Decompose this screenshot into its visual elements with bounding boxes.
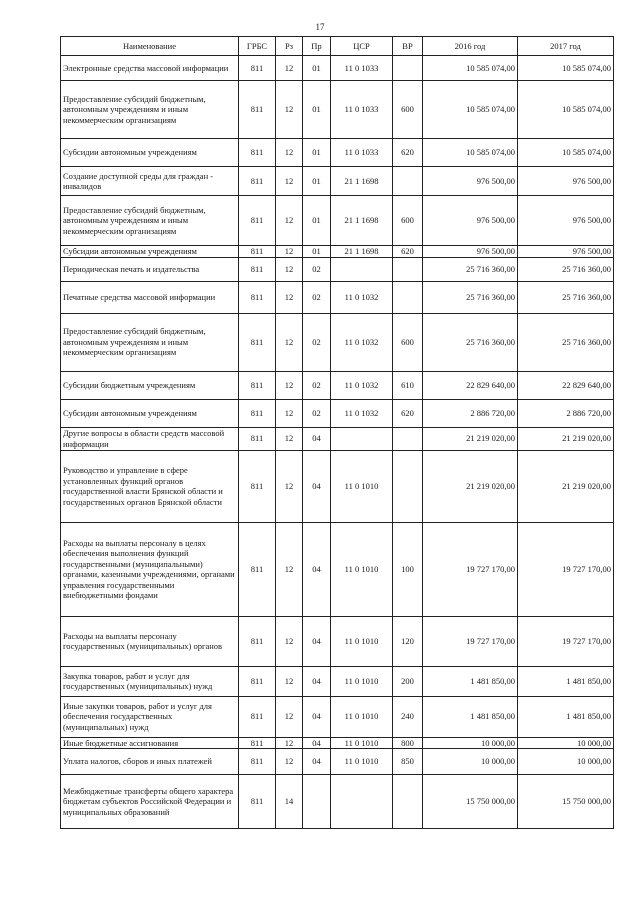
row-2016-cell: 25 716 360,00	[423, 313, 518, 371]
row-2017-cell: 21 219 020,00	[518, 450, 614, 522]
row-rz-cell: 12	[276, 81, 303, 139]
row-2017-cell: 1 481 850,00	[518, 696, 614, 737]
budget-table	[60, 36, 614, 829]
row-2017-cell: 976 500,00	[518, 196, 614, 246]
row-name-cell: Предоставление субсидий бюджетным, автономным учреждениям и иным некоммерческим организациям	[61, 196, 239, 246]
row-csr-cell: 11 0 1032	[331, 313, 393, 371]
row-2017-cell: 976 500,00	[518, 167, 614, 196]
table-row	[61, 139, 614, 167]
row-2016-cell: 976 500,00	[423, 196, 518, 246]
table-row	[61, 696, 614, 737]
row-2016-cell: 1 481 850,00	[423, 666, 518, 696]
row-csr-cell: 11 0 1033	[331, 56, 393, 81]
row-vr-cell: 610	[393, 371, 423, 399]
row-csr-cell	[331, 775, 393, 829]
row-2016-cell: 15 750 000,00	[423, 775, 518, 829]
row-vr-cell	[393, 56, 423, 81]
table-row	[61, 313, 614, 371]
row-name-cell: Субсидии бюджетным учреждениям	[61, 371, 239, 399]
table-row	[61, 522, 614, 616]
table-row	[61, 56, 614, 81]
row-name-cell: Иные бюджетные ассигнования	[61, 737, 239, 749]
row-csr-cell	[331, 257, 393, 281]
row-grbs-cell: 811	[239, 737, 276, 749]
row-name-cell: Расходы на выплаты персоналу в целях обеспечения выполнения функций государственными (муниципальными) органами, казенными учреждениями, органами управления государственными внебюджетными фондами	[61, 522, 239, 616]
row-2016-cell: 2 886 720,00	[423, 399, 518, 427]
row-rz-cell: 12	[276, 56, 303, 81]
header-2016: 2016 год	[423, 37, 518, 56]
row-grbs-cell: 811	[239, 81, 276, 139]
row-grbs-cell: 811	[239, 450, 276, 522]
table-header-row	[61, 37, 614, 56]
row-rz-cell: 12	[276, 749, 303, 775]
row-2017-cell: 19 727 170,00	[518, 522, 614, 616]
row-2017-cell: 10 000,00	[518, 749, 614, 775]
row-csr-cell: 11 0 1010	[331, 749, 393, 775]
row-pr-cell: 02	[303, 257, 331, 281]
row-csr-cell: 21 1 1698	[331, 167, 393, 196]
table-row	[61, 427, 614, 450]
row-2016-cell: 10 000,00	[423, 749, 518, 775]
row-rz-cell: 12	[276, 257, 303, 281]
row-name-cell: Уплата налогов, сборов и иных платежей	[61, 749, 239, 775]
row-rz-cell: 12	[276, 139, 303, 167]
header-pr: Пр	[303, 37, 331, 56]
row-2016-cell: 10 585 074,00	[423, 81, 518, 139]
row-name-cell: Предоставление субсидий бюджетным, автономным учреждениям и иным некоммерческим организациям	[61, 313, 239, 371]
row-vr-cell: 620	[393, 399, 423, 427]
row-2016-cell: 22 829 640,00	[423, 371, 518, 399]
row-vr-cell	[393, 167, 423, 196]
row-rz-cell: 12	[276, 696, 303, 737]
row-vr-cell: 600	[393, 81, 423, 139]
row-2016-cell: 10 585 074,00	[423, 139, 518, 167]
row-vr-cell: 600	[393, 196, 423, 246]
row-csr-cell: 21 1 1698	[331, 196, 393, 246]
row-pr-cell: 01	[303, 139, 331, 167]
row-pr-cell: 04	[303, 749, 331, 775]
row-name-cell: Иные закупки товаров, работ и услуг для обеспечения государственных (муниципальных) нужд	[61, 696, 239, 737]
row-csr-cell: 11 0 1010	[331, 666, 393, 696]
row-grbs-cell: 811	[239, 196, 276, 246]
row-vr-cell: 850	[393, 749, 423, 775]
header-vr: ВР	[393, 37, 423, 56]
row-csr-cell: 21 1 1698	[331, 246, 393, 258]
row-name-cell: Периодическая печать и издательства	[61, 257, 239, 281]
table-row	[61, 666, 614, 696]
row-2017-cell: 19 727 170,00	[518, 616, 614, 666]
row-rz-cell: 12	[276, 313, 303, 371]
row-name-cell: Субсидии автономным учреждениям	[61, 139, 239, 167]
row-name-cell: Электронные средства массовой информации	[61, 56, 239, 81]
row-grbs-cell: 811	[239, 56, 276, 81]
row-grbs-cell: 811	[239, 749, 276, 775]
row-2017-cell: 10 000,00	[518, 737, 614, 749]
row-rz-cell: 12	[276, 666, 303, 696]
row-pr-cell: 02	[303, 399, 331, 427]
row-pr-cell: 01	[303, 196, 331, 246]
row-grbs-cell: 811	[239, 313, 276, 371]
row-pr-cell: 04	[303, 616, 331, 666]
row-2017-cell: 25 716 360,00	[518, 313, 614, 371]
row-vr-cell: 240	[393, 696, 423, 737]
row-vr-cell	[393, 450, 423, 522]
row-grbs-cell: 811	[239, 399, 276, 427]
row-rz-cell: 12	[276, 522, 303, 616]
table-row	[61, 616, 614, 666]
row-name-cell: Руководство и управление в сфере установленных функций органов государственной власти Брянской области и государственных органов Брянской области	[61, 450, 239, 522]
row-2017-cell: 22 829 640,00	[518, 371, 614, 399]
table-row	[61, 775, 614, 829]
table-row	[61, 450, 614, 522]
row-vr-cell: 620	[393, 246, 423, 258]
row-2016-cell: 1 481 850,00	[423, 696, 518, 737]
row-2016-cell: 25 716 360,00	[423, 257, 518, 281]
table-row	[61, 399, 614, 427]
row-pr-cell: 01	[303, 56, 331, 81]
row-rz-cell: 12	[276, 196, 303, 246]
row-pr-cell	[303, 775, 331, 829]
row-pr-cell: 04	[303, 522, 331, 616]
row-2016-cell: 19 727 170,00	[423, 522, 518, 616]
header-csr: ЦСР	[331, 37, 393, 56]
row-rz-cell: 12	[276, 399, 303, 427]
row-2017-cell: 10 585 074,00	[518, 56, 614, 81]
row-name-cell: Предоставление субсидий бюджетным, автономным учреждениям и иным некоммерческим организациям	[61, 81, 239, 139]
row-vr-cell	[393, 775, 423, 829]
row-rz-cell: 12	[276, 167, 303, 196]
row-csr-cell: 11 0 1033	[331, 81, 393, 139]
table-row	[61, 737, 614, 749]
row-rz-cell: 12	[276, 616, 303, 666]
row-csr-cell	[331, 427, 393, 450]
row-2017-cell: 10 585 074,00	[518, 81, 614, 139]
row-pr-cell: 04	[303, 666, 331, 696]
row-2016-cell: 10 000,00	[423, 737, 518, 749]
row-rz-cell: 12	[276, 427, 303, 450]
row-rz-cell: 12	[276, 246, 303, 258]
table-row	[61, 167, 614, 196]
row-pr-cell: 04	[303, 450, 331, 522]
header-name: Наименование	[61, 37, 239, 56]
row-grbs-cell: 811	[239, 775, 276, 829]
row-rz-cell: 12	[276, 737, 303, 749]
row-name-cell: Субсидии автономным учреждениям	[61, 399, 239, 427]
row-vr-cell: 620	[393, 139, 423, 167]
row-2017-cell: 1 481 850,00	[518, 666, 614, 696]
row-grbs-cell: 811	[239, 616, 276, 666]
table-row	[61, 196, 614, 246]
row-grbs-cell: 811	[239, 371, 276, 399]
row-vr-cell: 100	[393, 522, 423, 616]
header-rz: Рз	[276, 37, 303, 56]
row-pr-cell: 04	[303, 427, 331, 450]
row-vr-cell	[393, 281, 423, 313]
row-grbs-cell: 811	[239, 281, 276, 313]
table-row	[61, 371, 614, 399]
row-name-cell: Закупка товаров, работ и услуг для государственных (муниципальных) нужд	[61, 666, 239, 696]
row-2016-cell: 21 219 020,00	[423, 427, 518, 450]
row-vr-cell: 600	[393, 313, 423, 371]
row-name-cell: Создание доступной среды для граждан - инвалидов	[61, 167, 239, 196]
row-2016-cell: 19 727 170,00	[423, 616, 518, 666]
row-name-cell: Другие вопросы в области средств массовой информации	[61, 427, 239, 450]
row-grbs-cell: 811	[239, 427, 276, 450]
row-csr-cell: 11 0 1032	[331, 281, 393, 313]
row-grbs-cell: 811	[239, 167, 276, 196]
row-rz-cell: 14	[276, 775, 303, 829]
row-2017-cell: 10 585 074,00	[518, 139, 614, 167]
table-row	[61, 246, 614, 258]
row-rz-cell: 12	[276, 371, 303, 399]
row-grbs-cell: 811	[239, 246, 276, 258]
row-2016-cell: 976 500,00	[423, 246, 518, 258]
row-vr-cell: 120	[393, 616, 423, 666]
row-pr-cell: 04	[303, 737, 331, 749]
row-grbs-cell: 811	[239, 666, 276, 696]
row-csr-cell: 11 0 1010	[331, 450, 393, 522]
row-grbs-cell: 811	[239, 139, 276, 167]
row-vr-cell: 200	[393, 666, 423, 696]
table-row	[61, 281, 614, 313]
row-csr-cell: 11 0 1010	[331, 737, 393, 749]
row-2017-cell: 15 750 000,00	[518, 775, 614, 829]
row-rz-cell: 12	[276, 281, 303, 313]
row-csr-cell: 11 0 1010	[331, 616, 393, 666]
row-pr-cell: 04	[303, 696, 331, 737]
row-2017-cell: 21 219 020,00	[518, 427, 614, 450]
row-grbs-cell: 811	[239, 696, 276, 737]
row-rz-cell: 12	[276, 450, 303, 522]
row-csr-cell: 11 0 1010	[331, 696, 393, 737]
row-vr-cell	[393, 257, 423, 281]
table-row	[61, 749, 614, 775]
table-row	[61, 257, 614, 281]
row-name-cell: Межбюджетные трансферты общего характера бюджетам субъектов Российской Федерации и муниципальных образований	[61, 775, 239, 829]
row-2017-cell: 976 500,00	[518, 246, 614, 258]
row-csr-cell: 11 0 1032	[331, 371, 393, 399]
row-pr-cell: 02	[303, 371, 331, 399]
row-name-cell: Субсидии автономным учреждениям	[61, 246, 239, 258]
row-2017-cell: 25 716 360,00	[518, 257, 614, 281]
row-grbs-cell: 811	[239, 522, 276, 616]
page-number: 17	[315, 22, 325, 32]
row-csr-cell: 11 0 1033	[331, 139, 393, 167]
row-2016-cell: 10 585 074,00	[423, 56, 518, 81]
row-vr-cell: 800	[393, 737, 423, 749]
row-pr-cell: 02	[303, 281, 331, 313]
header-grbs: ГРБС	[239, 37, 276, 56]
row-2016-cell: 976 500,00	[423, 167, 518, 196]
row-2016-cell: 21 219 020,00	[423, 450, 518, 522]
row-2016-cell: 25 716 360,00	[423, 281, 518, 313]
row-grbs-cell: 811	[239, 257, 276, 281]
row-vr-cell	[393, 427, 423, 450]
row-2017-cell: 25 716 360,00	[518, 281, 614, 313]
row-pr-cell: 01	[303, 81, 331, 139]
row-pr-cell: 01	[303, 246, 331, 258]
row-csr-cell: 11 0 1010	[331, 522, 393, 616]
header-2017: 2017 год	[518, 37, 614, 56]
row-pr-cell: 02	[303, 313, 331, 371]
row-2017-cell: 2 886 720,00	[518, 399, 614, 427]
row-name-cell: Расходы на выплаты персоналу государственных (муниципальных) органов	[61, 616, 239, 666]
row-name-cell: Печатные средства массовой информации	[61, 281, 239, 313]
row-pr-cell: 01	[303, 167, 331, 196]
table-row	[61, 81, 614, 139]
row-csr-cell: 11 0 1032	[331, 399, 393, 427]
